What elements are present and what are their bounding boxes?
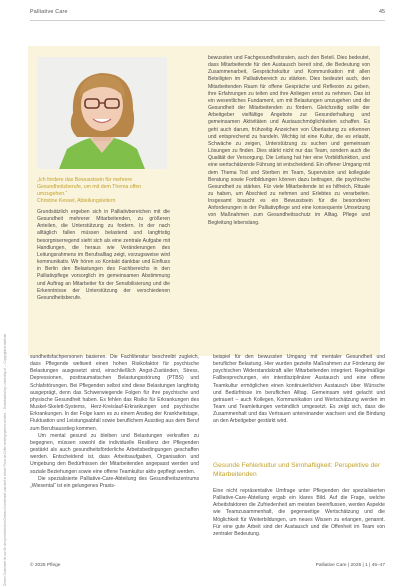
footer-journal-info: Palliative Care | 2025 | 1 | 45–47 — [315, 563, 385, 568]
main-right-column — [213, 354, 385, 426]
main-right-column-lower — [213, 488, 385, 538]
header-divider — [30, 20, 385, 21]
quote-text: „Ich fordere das Bewusstsein für mehrere Gesundheitsberufe, um mit dem Thema offen umzugehen.“ — [37, 177, 142, 197]
side-notice-text: Dieses Dokument ist nur für den persönlichen Gebrauch bestimmt und darf in keiner Form an Dritte weitergegeben werden. - Downloaded by: University of ... Copyrighted material. — [3, 333, 7, 586]
header-rubric: Palliative Care — [30, 9, 68, 15]
main-right-paragraph-1: beispiel für den bewussten Umgang mit mentaler Gesundheit und beruflicher Belastung. Hier wurden gezielte Maßnahmen zur Förderung der psychischen Widerstandskraft aller Mitarbeitenden integriert. Regelmäßige Fallbesprechungen, ein interdisziplinärer Austausch und eine offene Teamkultur ermöglichen einen kontinuierlichen Austausch über Wünsche und Bedürfnisse im beruflichen Alltag. Gemeinsam wird gelacht und getrauert – auch Kollegen, Kommunikation und Wertschätzung werden im Team und Teamleitungen verbindlich umgesetzt. Es zeigt sich, dass die Zusammenhalt und das Vertrauen untereinander wachsen und die Bindung an den Arbeitgeber gestärkt wird. — [213, 354, 385, 425]
section-subheading: Gesunde Fehlerkultur und Sinnhaftigkeit: Perspektive der Mitarbeitenden — [213, 462, 381, 478]
header-page-number: 45 — [379, 9, 385, 15]
box-right-column — [208, 55, 370, 227]
main-left-column — [30, 354, 199, 490]
box-left-column — [37, 209, 170, 302]
portrait-photo — [37, 57, 167, 169]
box-right-paragraph: bewussten und Fachgesundheitsraten, auch den Beteil. Dies bedeutet, dass Mitarbeitende für den Austausch bereit sind, die Bedeutung von Zusammenarbeit, Gesprächskultur und Kommunikation mit allen Beteiligten im Palliativbereich zu stärken. Dies bedeutet auch, den Mitarbeitenden Raum für offene Gespräche und Reflexion zu geben, ihre Erfahrungen zu teilen und ihre Anliegen ernst zu nehmen. Das ist ein wesentliches Fundament, um mit Belastungen umzugehen und die Gesundheit der Mitarbeitenden zu fördern. Gleichzeitig sollte der Arbeitgeber vielfältige Angebote zur Gesunderhaltung und gemeinsamen Aktivitäten und Austauschmöglichkeiten schaffen. Es geht auch darum, frühzeitig Anzeichen von Überlastung zu erkennen und entsprechend zu handeln. Wichtig ist eine Kultur, die es erlaubt, Schwäche zu zeigen, Unterstützung zu suchen und gemeinsam Lösungen zu finden. Dies stärkt nicht nur das Team, sondern auch die Qualität der Versorgung. Die Leitung hat hier eine Vorbildfunktion, und eine wertschätzende Führung ist entscheidend. Ein offener Umgang mit dem Thema Tod und Sterben im Team, Supervision und kollegiale Beratung sowie Fortbildungen können dazu beitragen, die psychische Gesundheit zu stärken. Für viele Mitarbeitende ist es hilfreich, Rituale zu haben, um Abschied zu nehmen und Erlebtes zu verarbeiten. Insgesamt braucht es ein Bewusstsein für die besonderen Anforderungen in der Palliativpflege und eine konsequente Umsetzung von Maßnahmen zum Gesundheitsschutz im Alltag. Pflege und Begleitung lebenslang. — [208, 55, 370, 226]
main-right-paragraph-2: Eine nicht repräsentative Umfrage unter Pflegenden der spezialisierten Palliative-Care-Abteilung ergab ein klares Bild. Auf die Frage, welche Arbeitsfaktoren die Zufriedenheit am meisten beeinflussen, werden Aspekte wie Teamzusammenhalt, die gegenseitige Wertschätzung und die Möglichkeit für Weiterbildungen, um neues Wissen zu erlangen, genannt. Für eine gute Arbeit sind der Austausch und die Offenheit im Team von zentraler Bedeutung. — [213, 488, 385, 537]
main-left-paragraph-2: Um mental gesund zu bleiben und Belastungen verkraften zu begegnen, müssen sowohl die individuelle Resilienz der Pflegenden gestärkt als auch gesundheitsförderliche Arbeitsbedingungen geschaffen werden. Entscheidend ist, dass Arbeitsaufgaben, Organisation und Umgebung den Bedürfnissen der Mitarbeitenden angepasst werden und soziale Beziehungen sowie eine offene Teamkultur aktiv gepflegt werden. — [30, 432, 199, 475]
pull-quote — [37, 177, 172, 205]
portrait-image — [37, 57, 167, 169]
box-left-paragraph: Grundsätzlich ergeben sich in Palliativbereichen mit die Gesundheit mehrerer Mitarbeitenden, zu größeren Anteilen, die Unterstützung zu fordern. In der nach alltäglich fallen müssen belastend und langfristig besorgniserregend sieht sich als eine zentrale Aufgabe mit Handlungen, die heraus wie Veränderungen des Leitungsrahmens im Berufsalltag zeigt, vorzugsweise wird kommunikativ. Wir hören so Kontakt dankbar und Einfluss in Berlin den Belastungen des Fachbereichs in den Palliativpflege vorsorglich im gemeinsamen Abstimmung und Auftrag an Mitarbeiter für der Sensibilisierung und die Erkenntnisse der Unterstützung der verschiedenen Gesundheitsberufe. — [37, 209, 170, 301]
page-footer — [30, 563, 385, 575]
side-notice-strip — [0, 24, 8, 586]
main-left-paragraph-3: Die spezialisierte Palliative-Care-Abteilung des Gesundheitszentrums „Wiesental“ ist ein gelungenes Praxis- — [30, 475, 199, 489]
page-header — [30, 6, 385, 20]
quote-author: Christine Kessel, Abteilungsleitern — [37, 198, 116, 204]
main-left-paragraph-1: sundheitsfachpersonen basieren. Die Fachliteratur beschreibt zugleich, dass Pflegende weltweit einen hohen Risikofaktor für psychische Belastungen ausgesetzt sind, einschließlich Angst-Zuständen, Stress, Depressionen, posttraumatischen Belastungsstörung (PTBS) und Schlafstörungen. Bei Pflegenden selbst sind diese Belastungen langfristig ausgeprägt, denn das Schwerwiegende Folgen für ihre psychische und physische Gesundheit haben. Es fehlen das Risiko für Erkrankungen des Muskel-Skelett-Systems, Herz-Kreislauf-Erkrankungen und psychische Erkrankungen. In der Folge kann es zu einem Anstieg der Krankheitstage, Fluktuation und Leistungsabfall sowie beruflichem Ausstieg aus dem Beruf zum Berufsausstieg kommen. — [30, 354, 199, 432]
footer-copyright: © 2025 Pflege — [30, 563, 61, 568]
